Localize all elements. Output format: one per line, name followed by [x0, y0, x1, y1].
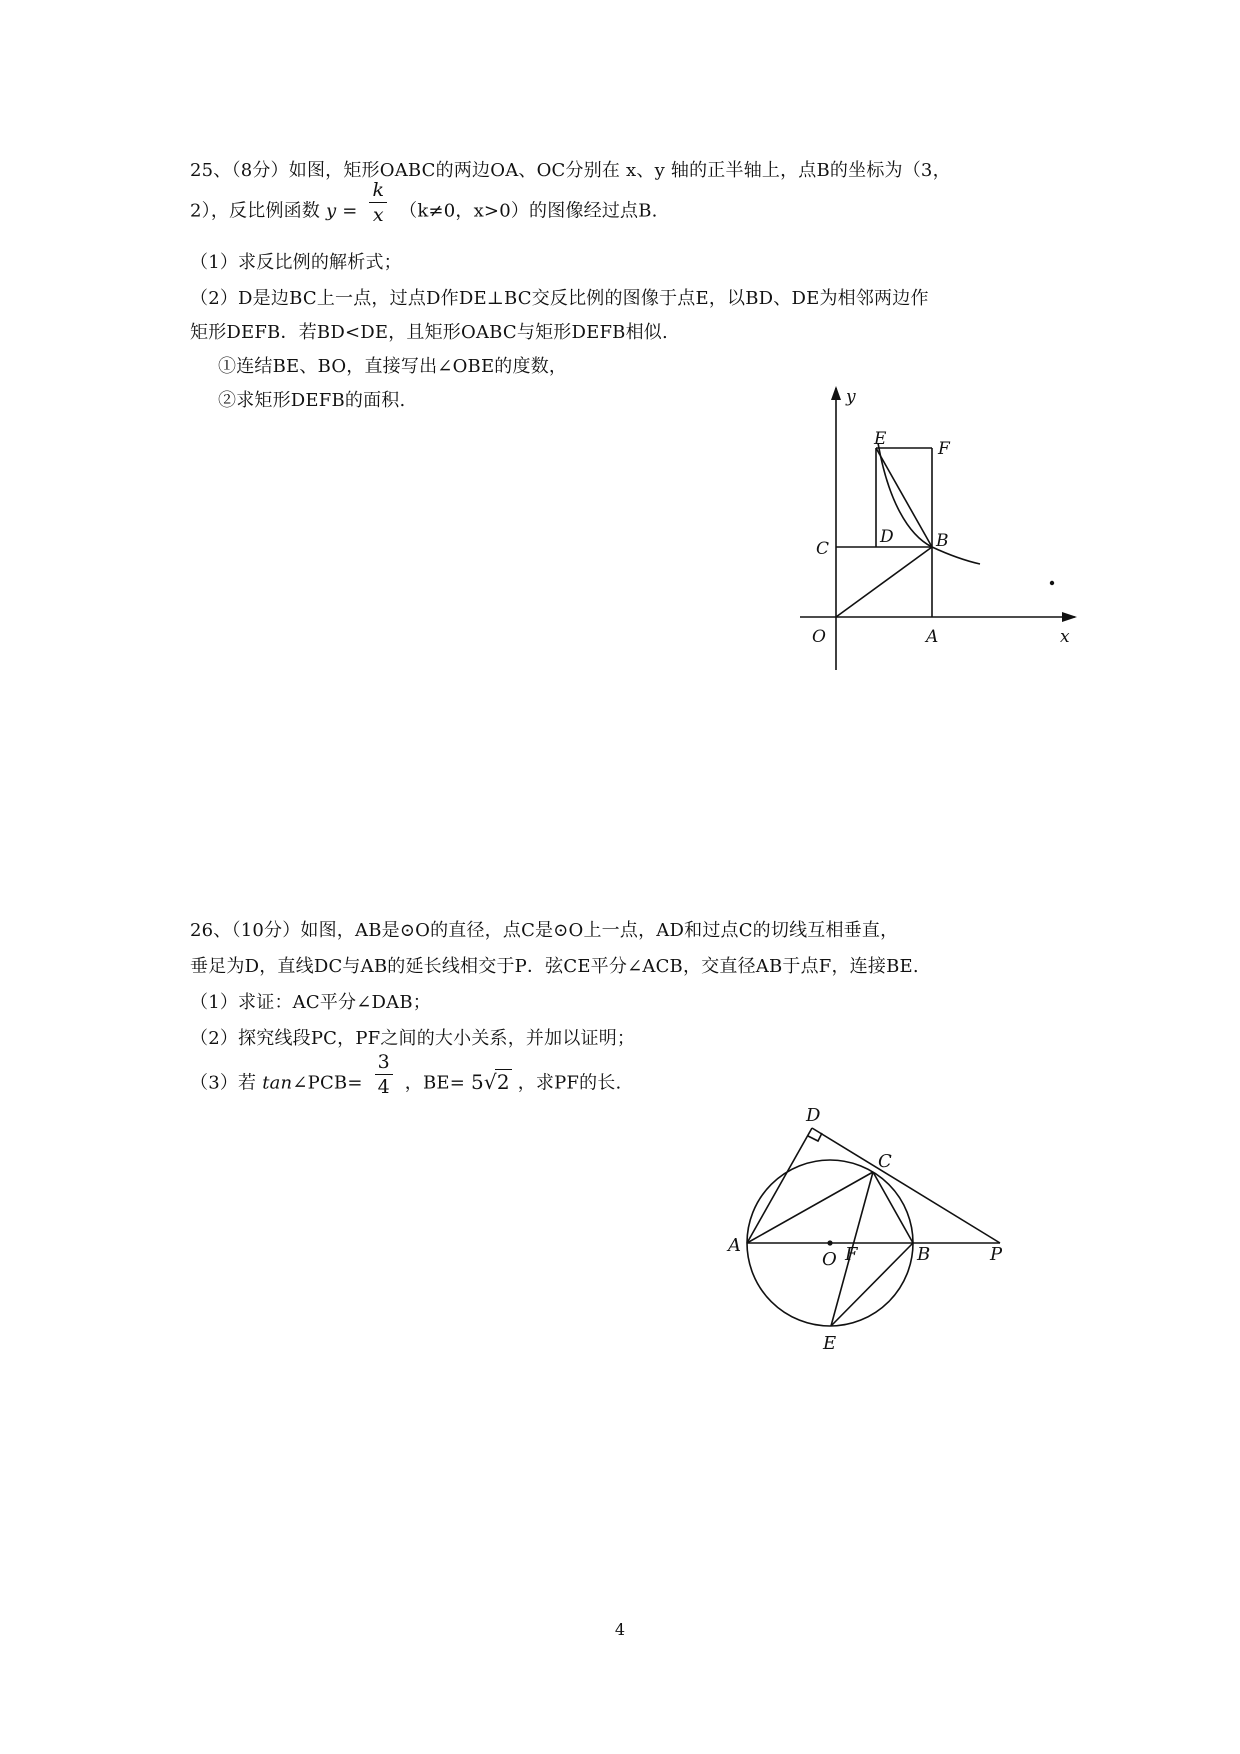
- q25-fraction: [369, 178, 387, 227]
- label-O: O: [822, 1249, 837, 1270]
- label-E: E: [823, 1333, 837, 1354]
- q25-func-den: x: [372, 204, 384, 226]
- label-F: F: [938, 439, 950, 459]
- q25-sub2: ②求矩形DEFB的面积.: [218, 390, 406, 411]
- label-B: B: [936, 531, 949, 551]
- q26-part3-tan: tan: [262, 1072, 293, 1094]
- q26-part3-den: 4: [377, 1076, 390, 1098]
- label-y: y: [846, 387, 856, 407]
- q25-line2-post: （k≠0，x>0）的图像经过点B.: [399, 200, 658, 222]
- q25-func-num: k: [369, 178, 387, 203]
- label-B: B: [917, 1244, 931, 1265]
- q26-part3-angle: ∠PCB=: [292, 1072, 363, 1094]
- q26-part3-coef: 5: [470, 1069, 484, 1094]
- q25-line2: [190, 179, 658, 227]
- q25-func-y: y =: [325, 200, 358, 222]
- q25-line1: 25、（8分）如图，矩形OABC的两边OA、OC分别在 x、y 轴的正半轴上，点B的坐标为（3，: [190, 160, 951, 181]
- segment-CB: [873, 1172, 913, 1243]
- q26-figure: [720, 1095, 1030, 1355]
- q25-part2a: （2）D是边BC上一点，过点D作DE⊥BC交反比例的图像于点E，以BD、DE为相邻两边作: [190, 288, 929, 309]
- q26-part3-mid: ，BE=: [404, 1072, 466, 1094]
- label-C: C: [878, 1151, 892, 1172]
- label-O: O: [812, 627, 826, 647]
- segment-OB: [836, 547, 932, 617]
- q26-line1: 26、（10分）如图，AB是⊙O的直径，点C是⊙O上一点，AD和过点C的切线互相垂直，: [190, 920, 899, 941]
- label-E: E: [874, 429, 887, 449]
- label-A: A: [926, 627, 939, 647]
- q25-part2b: 矩形DEFB．若BD<DE，且矩形OABC与矩形DEFB相似.: [190, 322, 668, 343]
- q26-part3-num: 3: [375, 1050, 393, 1075]
- q26-sqrt-expr: 5√2: [470, 1069, 510, 1094]
- label-D: D: [806, 1105, 821, 1126]
- q26-part3: [190, 1051, 622, 1099]
- segment-BE: [831, 1243, 913, 1326]
- label-x: x: [1060, 627, 1070, 647]
- q25-line2-pre: 2），反比例函数: [190, 200, 321, 222]
- q26-part3-pre: （3）若: [190, 1072, 257, 1094]
- dot-mark: [1050, 581, 1054, 585]
- q25-sub1: ①连结BE、BO，直接写出∠OBE的度数，: [218, 356, 568, 377]
- q26-part2: （2）探究线段PC，PF之间的大小关系，并加以证明；: [190, 1028, 636, 1049]
- segment-DP: [812, 1128, 1000, 1243]
- q25-figure: [790, 380, 1090, 680]
- segment-AC: [747, 1172, 873, 1243]
- label-D: D: [880, 527, 894, 547]
- label-F: F: [845, 1244, 858, 1265]
- x-axis-arrow: [1062, 612, 1077, 622]
- q26-fraction: [375, 1050, 393, 1099]
- q25-part1: （1）求反比例的解析式；: [190, 252, 402, 273]
- segment-AD: [747, 1128, 812, 1243]
- q26-part1: （1）求证：AC平分∠DAB；: [190, 992, 431, 1013]
- q26-part3-post: ，求PF的长.: [517, 1072, 622, 1094]
- q26-line2: 垂足为D，直线DC与AB的延长线相交于P．弦CE平分∠ACB，交直径AB于点F，连接BE.: [190, 956, 919, 977]
- label-C: C: [816, 539, 830, 559]
- center-dot: [827, 1240, 832, 1245]
- q26-part3-rad: 2: [496, 1069, 510, 1094]
- label-A: A: [728, 1235, 741, 1256]
- page-number: 4: [614, 1620, 626, 1639]
- label-P: P: [990, 1244, 1003, 1265]
- y-axis-arrow: [831, 386, 841, 400]
- right-angle-mark: [808, 1133, 822, 1141]
